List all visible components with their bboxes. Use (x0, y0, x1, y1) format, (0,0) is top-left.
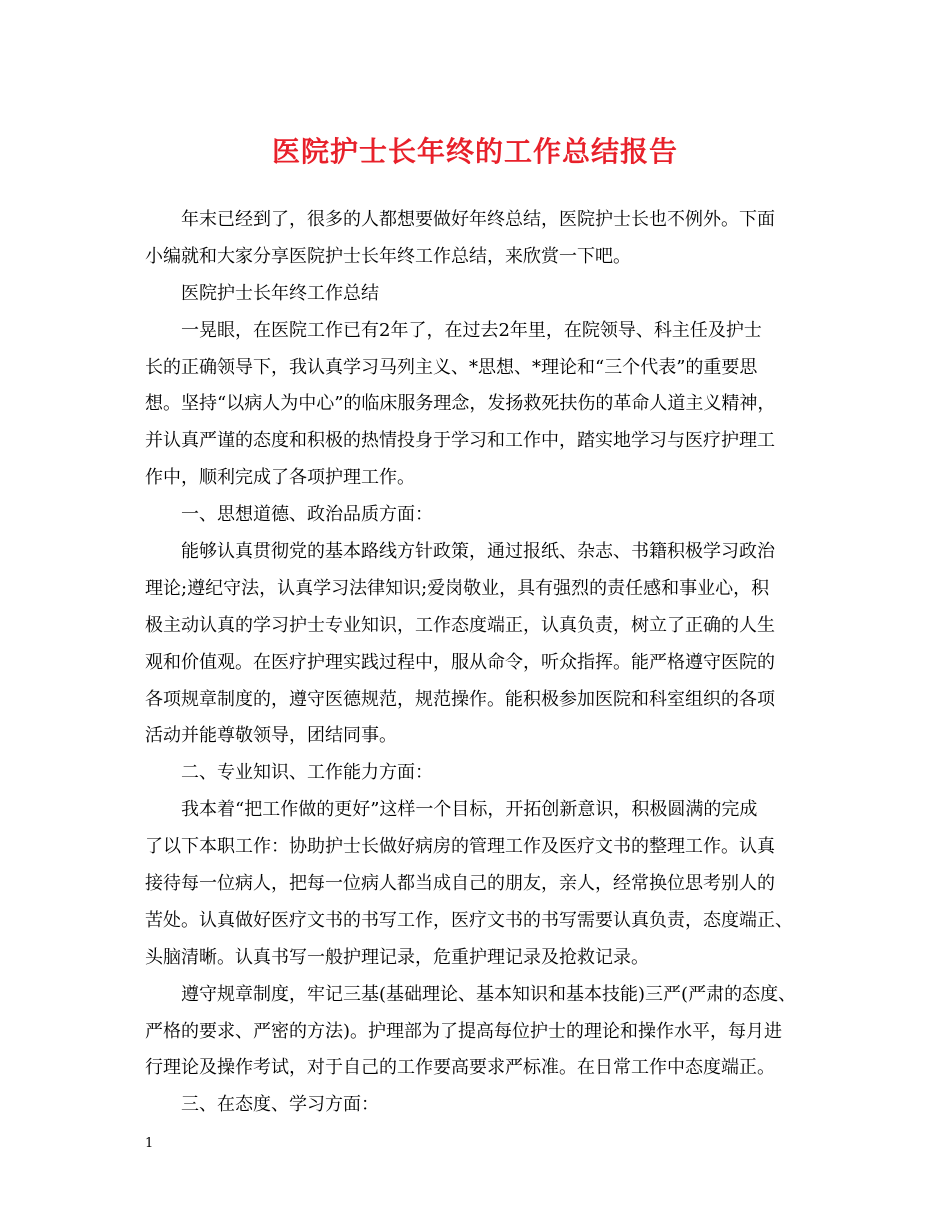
section-heading: 二、专业知识、工作能力方面： (181, 762, 433, 784)
document-body (145, 202, 815, 1124)
page-number: 1 (145, 1136, 154, 1151)
paragraph-line: 极主动认真的学习护士专业知识，工作态度端正，认真负责，树立了正确的人生 (145, 614, 775, 636)
paragraph-line: 各项规章制度的，遵守医德规范，规范操作。能积极参加医院和科室组织的各项 (145, 688, 775, 710)
paragraph-line: 头脑清晰。认真书写一般护理记录，危重护理记录及抢救记录。 (145, 946, 649, 968)
section-subtitle: 医院护士长年终工作总结 (181, 282, 379, 304)
paragraph-line: 苦处。认真做好医疗文书的书写工作，医疗文书的书写需要认真负责，态度端正、 (145, 909, 793, 931)
paragraph-line: 想。坚持“以病人为中心”的临床服务理念，发扬救死扶伤的革命人道主义精神， (145, 393, 776, 415)
document-title: 医院护士长年终的工作总结报告 (271, 135, 678, 168)
paragraph-line: 行理论及操作考试，对于自己的工作要高要求严标准。在日常工作中态度端正。 (145, 1057, 775, 1079)
paragraph-line: 一晃眼，在医院工作已有2年了，在过去2年里，在院领导、科主任及护士 (181, 319, 762, 341)
paragraph-line: 并认真严谨的态度和积极的热情投身于学习和工作中，踏实地学习与医疗护理工 (145, 430, 775, 452)
paragraph-line: 作中，顺利完成了各项护理工作。 (145, 467, 415, 489)
paragraph-line: 年末已经到了，很多的人都想要做好年终总结，医院护士长也不例外。下面 (181, 209, 775, 230)
paragraph-line: 遵守规章制度，牢记三基(基础理论、基本知识和基本技能)三严(严肃的态度、 (181, 983, 797, 1005)
paragraph-line: 了以下本职工作：协助护士长做好病房的管理工作及医疗文书的整理工作。认真 (145, 836, 775, 858)
paragraph-line: 能够认真贯彻党的基本路线方针政策，通过报纸、杂志、书籍积极学习政治 (181, 541, 775, 563)
section-heading: 一、思想道德、政治品质方面： (181, 504, 433, 526)
paragraph-line: 严格的要求、严密的方法)。护理部为了提高每位护士的理论和操作水平，每月进 (145, 1020, 783, 1042)
paragraph-line: 接待每一位病人，把每一位病人都当成自己的朋友，亲人，经常换位思考别人的 (145, 873, 775, 895)
paragraph-line: 观和价值观。在医疗护理实践过程中，服从命令，听众指挥。能严格遵守医院的 (145, 651, 775, 673)
paragraph-line: 我本着“把工作做的更好”这样一个目标，开拓创新意识，积极圆满的完成 (181, 799, 758, 821)
paragraph-line: 活动并能尊敬领导，团结同事。 (145, 725, 397, 747)
section-heading: 三、在态度、学习方面： (181, 1094, 379, 1116)
paragraph-line: 小编就和大家分享医院护士长年终工作总结，来欣赏一下吧。 (145, 245, 631, 267)
paragraph-line: 理论;遵纪守法，认真学习法律知识;爱岗敬业，具有强烈的责任感和事业心，积 (145, 577, 770, 599)
paragraph-line: 长的正确领导下，我认真学习马列主义、*思想、*理论和“三个代表”的重要思 (145, 356, 758, 378)
